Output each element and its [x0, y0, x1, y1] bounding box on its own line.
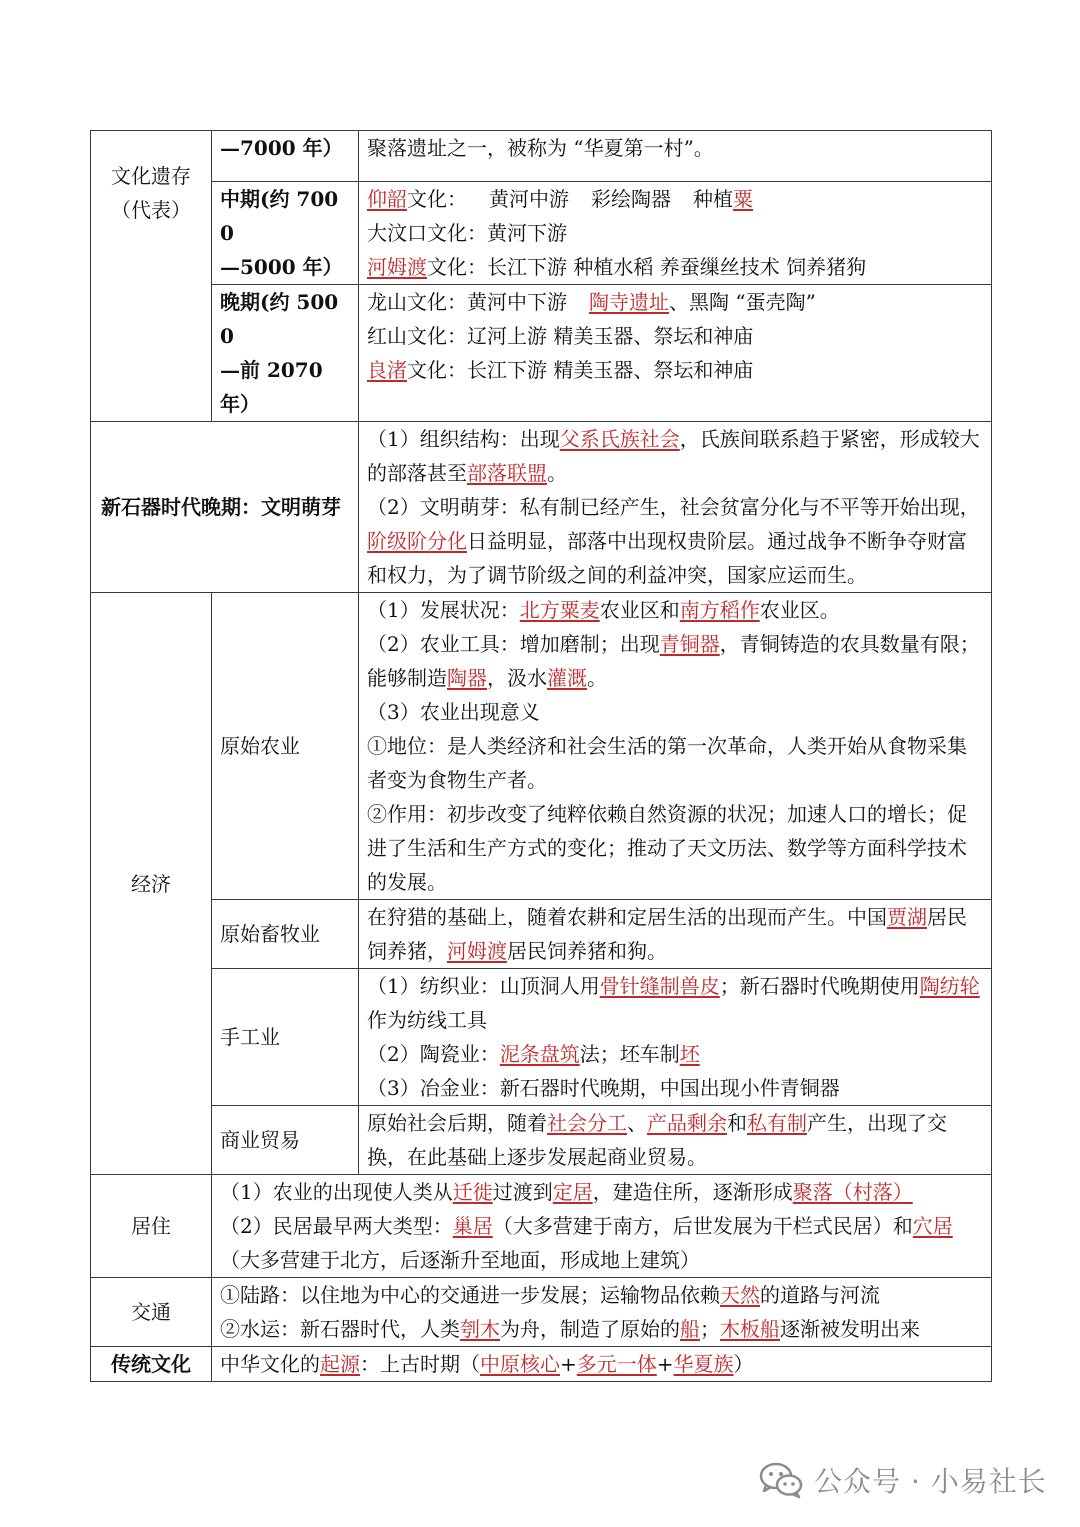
table-row: [91, 969, 992, 1106]
culture-label: 文化遗存: [111, 164, 191, 188]
agri-p3: （3）农业出现意义: [367, 700, 540, 724]
highlight-text: 多元一体: [576, 1352, 657, 1376]
content-cell: [212, 1347, 992, 1382]
table-row: [91, 422, 992, 593]
content-cell: [359, 422, 992, 593]
late-period-2: —前 2070 年）: [220, 358, 323, 416]
period-cell: [212, 182, 359, 285]
neolithic-label-cell: [91, 422, 359, 593]
middle-line-3: 河姆渡文化：长江下游 种植水稻 养蚕缫丝技术 饲养猪狗: [367, 255, 867, 279]
watermark-text: 公众号 · 小易社长: [814, 1465, 1047, 1498]
neolithic-label: 新石器时代晚期：文明萌芽: [101, 495, 341, 519]
history-notes-table: [90, 130, 992, 1382]
highlight-text: 灌溉: [547, 666, 587, 690]
traffic-label-cell: [91, 1278, 212, 1347]
highlight-text: 迁徙: [452, 1180, 493, 1204]
highlight-text: 中原核心: [480, 1352, 560, 1376]
period-cell: [212, 285, 359, 422]
highlight-text: 部落联盟: [467, 461, 547, 485]
handicraft-p1: （1）纺织业：山顶洞人用骨针缝制兽皮；新石器时代晚期使用陶纺轮作为纺线工具: [367, 974, 980, 1032]
highlight-text: 陶寺遗址: [589, 290, 669, 314]
table-row: [91, 1347, 992, 1382]
highlight-text: 刳木: [460, 1317, 500, 1341]
highlight-text: 社会分工: [547, 1111, 627, 1135]
dwelling-label: 居住: [131, 1214, 171, 1238]
content-cell: [359, 593, 992, 900]
subcategory-cell: [212, 1106, 359, 1175]
content-cell: [212, 1278, 992, 1347]
subcategory-cell: [212, 593, 359, 900]
neolithic-p2: （2）文明萌芽：私有制已经产生，社会贫富分化与不平等开始出现，阶级阶分化日益明显，部落中出现权贵阶层。通过战争不断争夺财富和权力，为了调节阶级之间的利益冲突，国家应运而生。: [367, 495, 980, 587]
highlight-text: 定居: [552, 1180, 593, 1204]
late-line-1: 龙山文化：黄河中下游 陶寺遗址、黑陶 “蛋壳陶”: [367, 290, 816, 314]
highlight-text: 泥条盘筑: [499, 1042, 580, 1066]
highlight-text: 木板船: [720, 1317, 780, 1341]
agri-p4: ①地位：是人类经济和社会生活的第一次革命，人类开始从食物采集者变为食物生产者。: [367, 734, 967, 792]
highlight-text: 起源: [320, 1352, 360, 1376]
handicraft-p2: （2）陶瓷业：泥条盘筑法；坯车制坯: [367, 1042, 700, 1066]
table-row: [91, 1175, 992, 1278]
traffic-p2: ②水运：新石器时代，人类刳木为舟，制造了原始的船；木板船逐渐被发明出来: [220, 1317, 920, 1341]
economy-label-cell: [91, 593, 212, 1175]
highlight-text: 河姆渡: [447, 939, 507, 963]
highlight-text: 仰韶: [367, 187, 407, 211]
highlight-text: 产品剩余: [647, 1111, 727, 1135]
highlight-text: 骨针缝制兽皮: [599, 974, 720, 998]
traffic-label: 交通: [131, 1300, 171, 1324]
highlight-text: 父系氏族社会: [559, 427, 680, 451]
highlight-text: 船: [680, 1317, 700, 1341]
late-period: 晚期(约 5000: [220, 290, 339, 348]
content-cell: [359, 131, 992, 182]
table-row: [91, 1106, 992, 1175]
agri-p1: （1）发展状况：北方粟麦农业区和南方稻作农业区。: [367, 598, 840, 622]
agri-label: 原始农业: [220, 734, 300, 758]
dwelling-p1: （1）农业的出现使人类从迁徙过渡到定居，建造住所，逐渐形成聚落（村落）: [220, 1180, 913, 1204]
highlight-text: 阶级阶分化: [367, 529, 467, 553]
content-cell: [359, 1106, 992, 1175]
tradition-label: 传统文化: [111, 1352, 191, 1376]
middle-line-2: 大汶口文化：黄河下游: [367, 221, 567, 245]
early-text: 聚落遗址之一，被称为 “华夏第一村”。: [367, 136, 714, 160]
handicraft-label: 手工业: [220, 1025, 280, 1049]
husbandry-label: 原始畜牧业: [220, 922, 320, 946]
highlight-text: 北方粟麦: [519, 598, 600, 622]
content-cell: [359, 182, 992, 285]
period-cell: [212, 131, 359, 182]
traffic-p1: ①陆路：以住地为中心的交通进一步发展；运输物品依赖天然的道路与河流: [220, 1283, 880, 1307]
content-cell: [359, 900, 992, 969]
highlight-text: 坯: [679, 1042, 700, 1066]
table-row: [91, 593, 992, 900]
handicraft-p3: （3）冶金业：新石器时代晚期，中国出现小件青铜器: [367, 1076, 840, 1100]
late-line-3: 良渚文化：长江下游 精美玉器、祭坛和神庙: [367, 358, 754, 382]
content-cell: [359, 969, 992, 1106]
agri-p2: （2）农业工具：增加磨制；出现青铜器，青铜铸造的农具数量有限；能够制造陶器，汲水灌溉。: [367, 632, 980, 690]
tradition-p1: 中华文化的起源：上古时期（中原核心+多元一体+华夏族）: [220, 1352, 754, 1376]
watermark: [758, 1455, 1047, 1505]
subcategory-cell: [212, 969, 359, 1106]
table-row: [91, 285, 992, 422]
husbandry-p1: 在狩猎的基础上，随着农耕和定居生活的出现而产生。中国贾湖居民饲养猪，河姆渡居民饲养猪和狗。: [367, 905, 967, 963]
highlight-text: 河姆渡: [367, 255, 427, 279]
highlight-text: 贾湖: [887, 905, 927, 929]
highlight-text: 良渚: [367, 358, 407, 382]
highlight-text: 南方稻作: [679, 598, 760, 622]
middle-period: 中期(约 7000: [220, 187, 339, 245]
table-row: [91, 182, 992, 285]
culture-label-sub: （代表）: [111, 198, 191, 222]
highlight-text: 穴居: [912, 1214, 953, 1238]
dwelling-p2: （2）民居最早两大类型：巢居（大多营建于南方，后世发展为干栏式民居）和穴居（大多营建于北方，后逐渐升至地面，形成地上建筑）: [220, 1214, 953, 1272]
highlight-text: 陶纺轮: [919, 974, 980, 998]
highlight-text: 私有制: [747, 1111, 807, 1135]
wechat-icon: [758, 1460, 804, 1500]
content-cell: [359, 285, 992, 422]
dwelling-label-cell: [91, 1175, 212, 1278]
middle-period-2: —5000 年）: [220, 255, 343, 279]
table-row: [91, 131, 992, 182]
highlight-text: 华夏族: [673, 1352, 734, 1376]
early-period: —7000 年）: [220, 136, 343, 160]
highlight-text: 巢居: [452, 1214, 493, 1238]
subcategory-cell: [212, 900, 359, 969]
economy-label: 经济: [131, 871, 171, 896]
highlight-text: 天然: [720, 1283, 760, 1307]
neolithic-p1: （1）组织结构：出现父系氏族社会，氏族间联系趋于紧密，形成较大的部落甚至部落联盟。: [367, 427, 980, 485]
agri-p5: ②作用：初步改变了纯粹依赖自然资源的状况；加速人口的增长；促进了生活和生产方式的变化；推动了天文历法、数学等方面科学技术的发展。: [367, 802, 967, 894]
table-row: [91, 900, 992, 969]
highlight-text: 聚落（村落）: [792, 1180, 913, 1204]
highlight-text: 青铜器: [659, 632, 720, 656]
content-cell: [212, 1175, 992, 1278]
table-row: [91, 1278, 992, 1347]
trade-p1: 原始社会后期，随着社会分工、产品剩余和私有制产生，出现了交换，在此基础上逐步发展起商业贸易。: [367, 1111, 947, 1169]
middle-line-1: 仰韶文化： 黄河中游 彩绘陶器 种植粟: [367, 187, 753, 211]
highlight-text: 陶器: [447, 666, 487, 690]
tradition-label-cell: [91, 1347, 212, 1382]
highlight-text: 粟: [733, 187, 753, 211]
trade-label: 商业贸易: [220, 1128, 300, 1152]
late-line-2: 红山文化：辽河上游 精美玉器、祭坛和神庙: [367, 324, 754, 348]
culture-label-cell: [91, 131, 212, 422]
